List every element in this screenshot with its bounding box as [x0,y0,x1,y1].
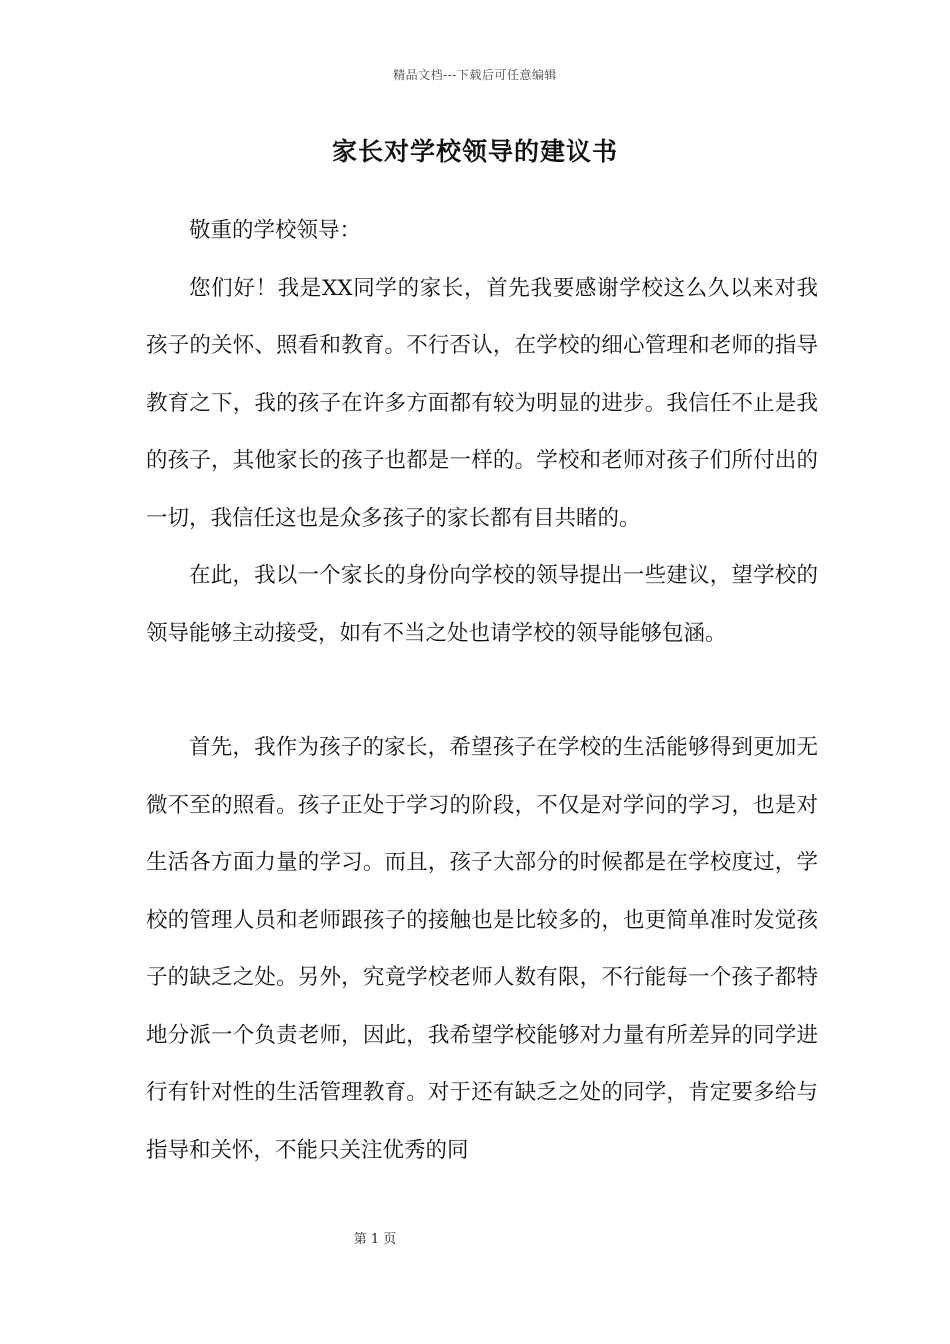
page-header: 精品文档---下载后可任意编辑 [393,68,557,82]
salutation: 敬重的学校领导： [189,218,362,243]
paragraph-first-suggestion: 首先，我作为孩子的家长，希望孩子在学校的生活能够得到更加无微不至的照看。孩子正处于学习的阶段，不仅是对学问的学习，也是对生活各方面力量的学习。而且，孩子大部分的时候都是在学校度过，学校的管理人员和老师跟孩子的接触也是比较多的，也更简单准时发觉孩子的缺乏之处。另外，究竟学校老师人数有限，不行能每一个孩子都特地分派一个负责老师，因此，我希望学校能够对力量有所差异的同学进行有针对性的生活管理教育。对于还有缺乏之处的同学，肯定要多给与指导和关怀，不能只关注优秀的同 [146,735,818,1163]
paragraph-greeting: 您们好！我是XX同学的家长，首先我要感谢学校这么久以来对我孩子的关怀、照看和教育。不行否认，在学校的细心管理和老师的指导教育之下，我的孩子在许多方面都有较为明显的进步。我信任不止是我的孩子，其他家长的孩子也都是一样的。学校和老师对孩子们所付出的一切，我信任这也是众多孩子的家长都有目共睹的。 [146,275,818,531]
paragraph-intro: 在此，我以一个家长的身份向学校的领导提出一些建议，望学校的领导能够主动接受，如有不当之处也请学校的领导能够包涵。 [146,563,818,646]
page-number: 第 1 页 [353,1232,397,1247]
document-title: 家长对学校领导的建议书 [331,137,618,166]
document-body [146,202,818,1179]
